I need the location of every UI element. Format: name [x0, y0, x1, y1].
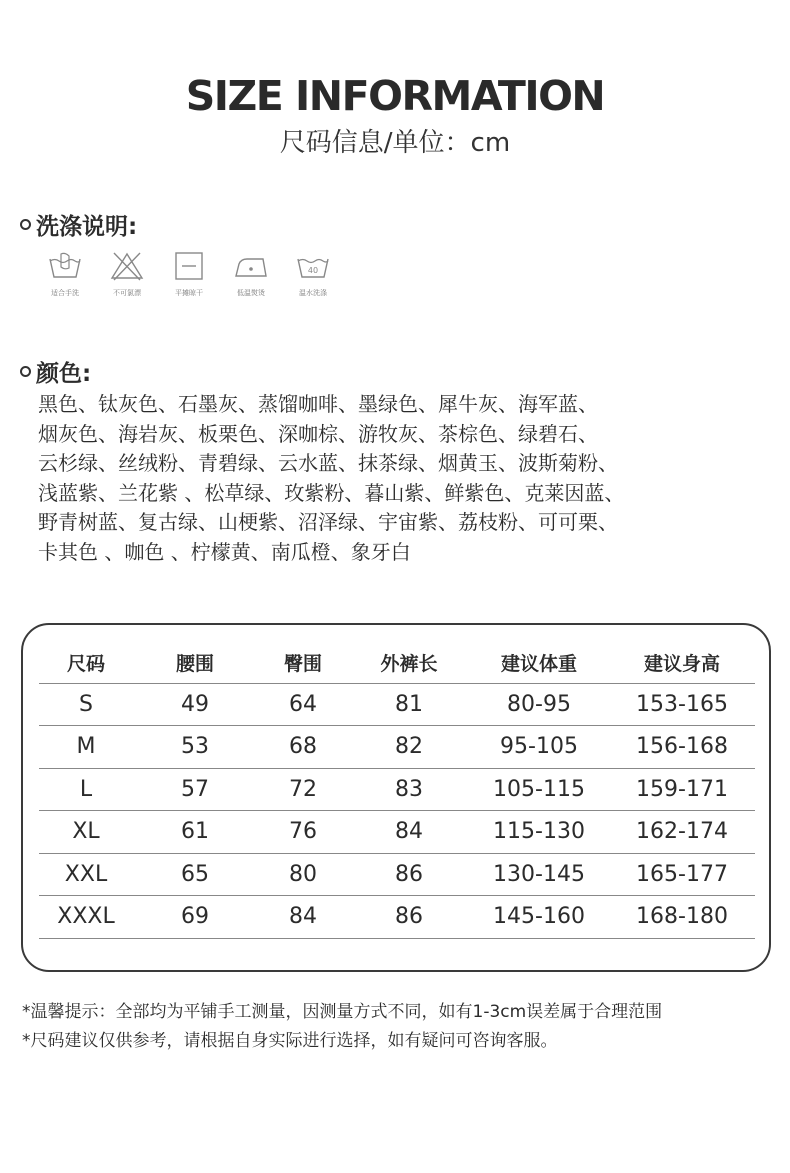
- header-hip: 臀围: [257, 643, 349, 683]
- table-cell: 105-115: [469, 768, 609, 811]
- care-item: [220, 250, 282, 298]
- care-label: 平摊晾干: [175, 289, 203, 297]
- bullet-icon: [20, 219, 31, 230]
- table-cell: 86: [349, 896, 469, 939]
- table-cell: S: [39, 683, 133, 726]
- table-cell: 61: [133, 811, 257, 854]
- table-cell: 53: [133, 726, 257, 769]
- care-label: 低温熨烫: [237, 289, 265, 297]
- care-item: [34, 250, 96, 298]
- colors-heading-label: 颜色:: [36, 361, 92, 387]
- color-line: 浅蓝紫、兰花紫 、松草绿、玫紫粉、暮山紫、鲜紫色、克莱因蓝、: [38, 480, 625, 505]
- care-item: [96, 250, 158, 298]
- table-cell: XL: [39, 811, 133, 854]
- table-row: [39, 768, 755, 811]
- table-header-row: [39, 643, 755, 683]
- header-height: 建议身高: [609, 643, 755, 683]
- table-cell: 86: [349, 853, 469, 896]
- wash-40-icon: [295, 250, 331, 282]
- color-list: [38, 390, 758, 567]
- table-row: [39, 811, 755, 854]
- color-line: 野青树蓝、复古绿、山梗紫、沼泽绿、宇宙紫、荔枝粉、可可栗、: [38, 510, 618, 534]
- table-cell: XXXL: [39, 896, 133, 939]
- table-row: [39, 726, 755, 769]
- table-cell: 72: [257, 768, 349, 811]
- care-heading-label: 洗涤说明:: [36, 214, 138, 240]
- table-row: [39, 683, 755, 726]
- table-cell: L: [39, 768, 133, 811]
- table-cell: 80-95: [469, 683, 609, 726]
- colors-heading: [20, 355, 91, 388]
- table-cell: 49: [133, 683, 257, 726]
- color-line: 云杉绿、丝绒粉、青碧绿、云水蓝、抹茶绿、烟黄玉、波斯菊粉、: [38, 451, 618, 475]
- care-icons-row: [34, 250, 344, 298]
- table-cell: 153-165: [609, 683, 755, 726]
- bullet-icon: [20, 366, 31, 377]
- notes: [22, 998, 662, 1056]
- table-cell: 83: [349, 768, 469, 811]
- size-table: [39, 643, 755, 939]
- table-cell: 156-168: [609, 726, 755, 769]
- no-bleach-icon: [109, 250, 145, 282]
- hand-wash-icon: [47, 250, 83, 282]
- table-cell: 168-180: [609, 896, 755, 939]
- table-cell: M: [39, 726, 133, 769]
- table-cell: 65: [133, 853, 257, 896]
- table-cell: 115-130: [469, 811, 609, 854]
- color-line: 黑色、钛灰色、石墨灰、蒸馏咖啡、墨绿色、犀牛灰、海军蓝、: [38, 392, 598, 416]
- care-heading: [20, 208, 137, 241]
- note-line: *温馨提示：全部均为平铺手工测量，因测量方式不同，如有1-3cm误差属于合理范围: [22, 1002, 663, 1022]
- wash-temp: 40: [307, 266, 319, 275]
- table-row: [39, 853, 755, 896]
- page-subtitle: 尺码信息/单位：cm: [279, 128, 511, 158]
- table-cell: 145-160: [469, 896, 609, 939]
- note-line: *尺码建议仅供参考，请根据自身实际进行选择，如有疑问可咨询客服。: [22, 1031, 558, 1051]
- table-cell: 80: [257, 853, 349, 896]
- care-label: 不可氯漂: [113, 289, 141, 297]
- table-cell: 68: [257, 726, 349, 769]
- page-title: SIZE INFORMATION: [185, 72, 605, 120]
- care-item: [282, 250, 344, 298]
- care-label: 温水洗涤: [299, 289, 327, 297]
- table-cell: 57: [133, 768, 257, 811]
- table-cell: 64: [257, 683, 349, 726]
- care-item: [158, 250, 220, 298]
- table-cell: 84: [349, 811, 469, 854]
- color-line: 卡其色 、咖色 、柠檬黄、南瓜橙、象牙白: [38, 539, 411, 564]
- table-cell: 82: [349, 726, 469, 769]
- table-cell: 162-174: [609, 811, 755, 854]
- color-line: 烟灰色、海岩灰、板栗色、深咖棕、游牧灰、茶棕色、绿碧石、: [38, 421, 598, 446]
- table-row: [39, 896, 755, 939]
- header-waist: 腰围: [133, 643, 257, 683]
- table-cell: 159-171: [609, 768, 755, 811]
- header-length: 外裤长: [349, 643, 469, 683]
- header-size: 尺码: [39, 643, 133, 683]
- table-cell: 130-145: [469, 853, 609, 896]
- table-cell: 81: [349, 683, 469, 726]
- size-table-box: [21, 623, 771, 972]
- table-cell: XXL: [39, 853, 133, 896]
- iron-low-icon: [233, 250, 269, 282]
- table-cell: 76: [257, 811, 349, 854]
- dry-flat-icon: [171, 250, 207, 282]
- table-cell: 84: [257, 896, 349, 939]
- table-cell: 95-105: [469, 726, 609, 769]
- care-label: 适合手洗: [51, 289, 79, 297]
- header-weight: 建议体重: [469, 643, 609, 683]
- table-cell: 69: [133, 896, 257, 939]
- table-cell: 165-177: [609, 853, 755, 896]
